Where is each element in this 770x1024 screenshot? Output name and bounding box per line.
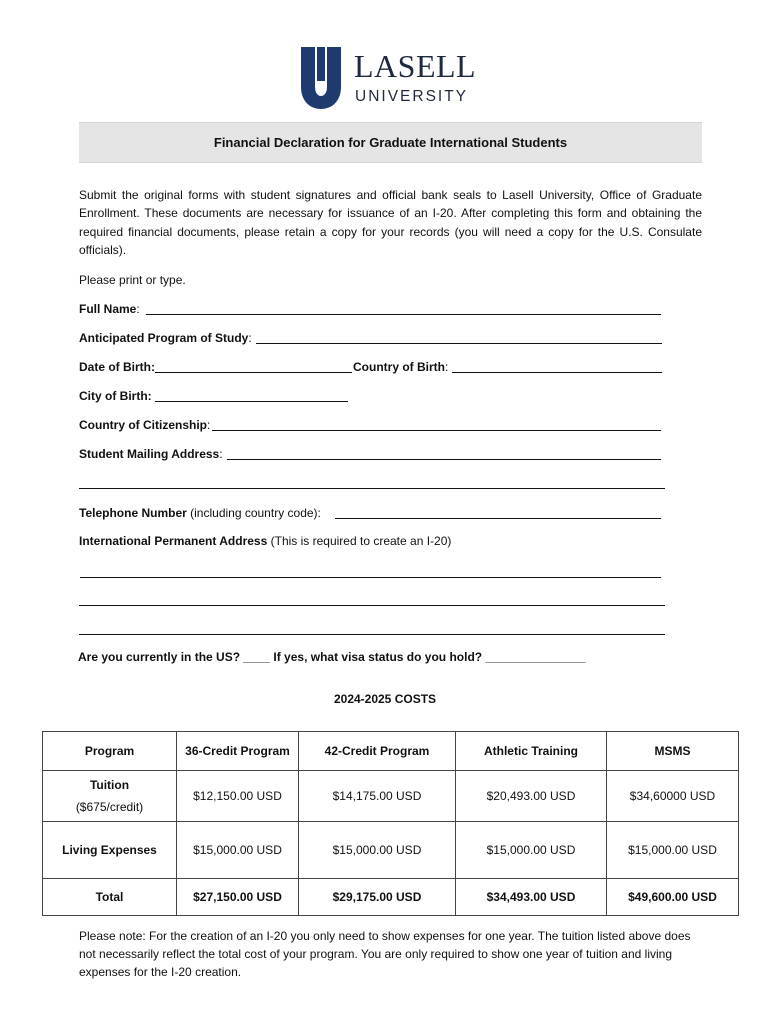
intro-paragraph: Submit the original forms with student signatures and official bank seals to Lasell University, Office of Graduate Enrollment. These documents are necessary for issuance of an I-20. After completing this form and obtaining the required financial documents, please retain a copy for your records (you will need a copy for the U.S. Consulate officials). (79, 188, 702, 258)
total-36-credit: $27,150.00 USD (177, 879, 299, 916)
total-msms: $49,600.00 USD (607, 879, 739, 916)
table-row (43, 822, 739, 879)
city-birth-field (79, 387, 152, 405)
living-42-credit: $15,000.00 USD (299, 822, 456, 879)
city-birth-input-line[interactable] (155, 401, 348, 402)
print-note: Please print or type. (79, 273, 186, 287)
tuition-athletic-training: $20,493.00 USD (456, 771, 607, 822)
telephone-note: (including country code): (190, 506, 321, 520)
header-42-credit: 42-Credit Program (299, 732, 456, 771)
mailing-field: Student Mailing Address: (79, 447, 223, 461)
tuition-42-credit: $14,175.00 USD (299, 771, 456, 822)
citizenship-input-line[interactable] (212, 430, 661, 431)
program-label: Anticipated Program of Study (79, 331, 249, 345)
tuition-label: Tuition (89, 778, 130, 792)
costs-header-row (43, 732, 739, 771)
perm-address-field (79, 532, 451, 550)
living-athletic-training: $15,000.00 USD (456, 822, 607, 879)
header-athletic-training: Athletic Training (456, 732, 607, 771)
country-birth-label: Country of Birth (353, 360, 445, 374)
table-row (43, 879, 739, 916)
tuition-sublabel: ($675/credit) (75, 800, 144, 814)
tuition-36-credit: $12,150.00 USD (177, 771, 299, 822)
perm-address-line-3[interactable] (79, 634, 665, 635)
full-name-input-line[interactable] (146, 314, 661, 315)
perm-address-label: International Permanent Address (79, 534, 268, 548)
form-title: Financial Declaration for Graduate International Students (79, 122, 702, 163)
living-msms: $15,000.00 USD (607, 822, 739, 879)
lasell-u-logo-icon (298, 47, 344, 109)
telephone-label: Telephone Number (79, 506, 187, 520)
full-name-label: Full Name (79, 302, 137, 316)
costs-title: 2024-2025 COSTS (333, 692, 437, 706)
costs-table (42, 731, 739, 916)
mailing-input-line-2[interactable] (79, 488, 665, 489)
total-42-credit: $29,175.00 USD (299, 879, 456, 916)
row-label-total: Total (43, 879, 177, 916)
header-program: Program (43, 732, 177, 771)
university-logo (298, 47, 477, 109)
telephone-field (79, 504, 321, 522)
program-input-line[interactable] (256, 343, 662, 344)
perm-address-note: (This is required to create an I-20) (270, 534, 452, 548)
program-field: Anticipated Program of Study: (79, 331, 252, 345)
living-36-credit: $15,000.00 USD (177, 822, 299, 879)
citizenship-field: Country of Citizenship: (79, 418, 211, 432)
telephone-input-line[interactable] (335, 518, 661, 519)
table-row (43, 771, 739, 822)
perm-address-line-2[interactable] (79, 605, 665, 606)
dob-field (79, 358, 155, 376)
mailing-label: Student Mailing Address (79, 447, 220, 461)
perm-address-line-1[interactable] (80, 577, 661, 578)
in-us-question[interactable]: Are you currently in the US? ____ If yes, what visa status do you hold? _______________ (78, 650, 586, 664)
dob-label: Date of Birth: (79, 360, 155, 374)
row-label-tuition (43, 771, 177, 822)
full-name-field: Full Name: (79, 302, 140, 316)
logo-subtitle: UNIVERSITY (355, 88, 469, 105)
mailing-input-line[interactable] (227, 459, 661, 460)
country-birth-input-line[interactable] (452, 372, 662, 373)
note-paragraph: Please note: For the creation of an I-20 you only need to show expenses for one year. The tuition listed above does not necessarily reflect the total cost of your program. You are only required to show one year of tuition and living expenses for the I-20 creation. (79, 929, 691, 979)
total-athletic-training: $34,493.00 USD (456, 879, 607, 916)
country-birth-field: Country of Birth: (353, 360, 449, 374)
city-birth-label: City of Birth: (79, 389, 152, 403)
header-36-credit: 36-Credit Program (177, 732, 299, 771)
tuition-msms: $34,60000 USD (607, 771, 739, 822)
row-label-living: Living Expenses (43, 822, 177, 879)
citizenship-label: Country of Citizenship (79, 418, 207, 432)
header-msms: MSMS (607, 732, 739, 771)
logo-name: LASELL (354, 48, 477, 84)
dob-input-line[interactable] (155, 372, 352, 373)
